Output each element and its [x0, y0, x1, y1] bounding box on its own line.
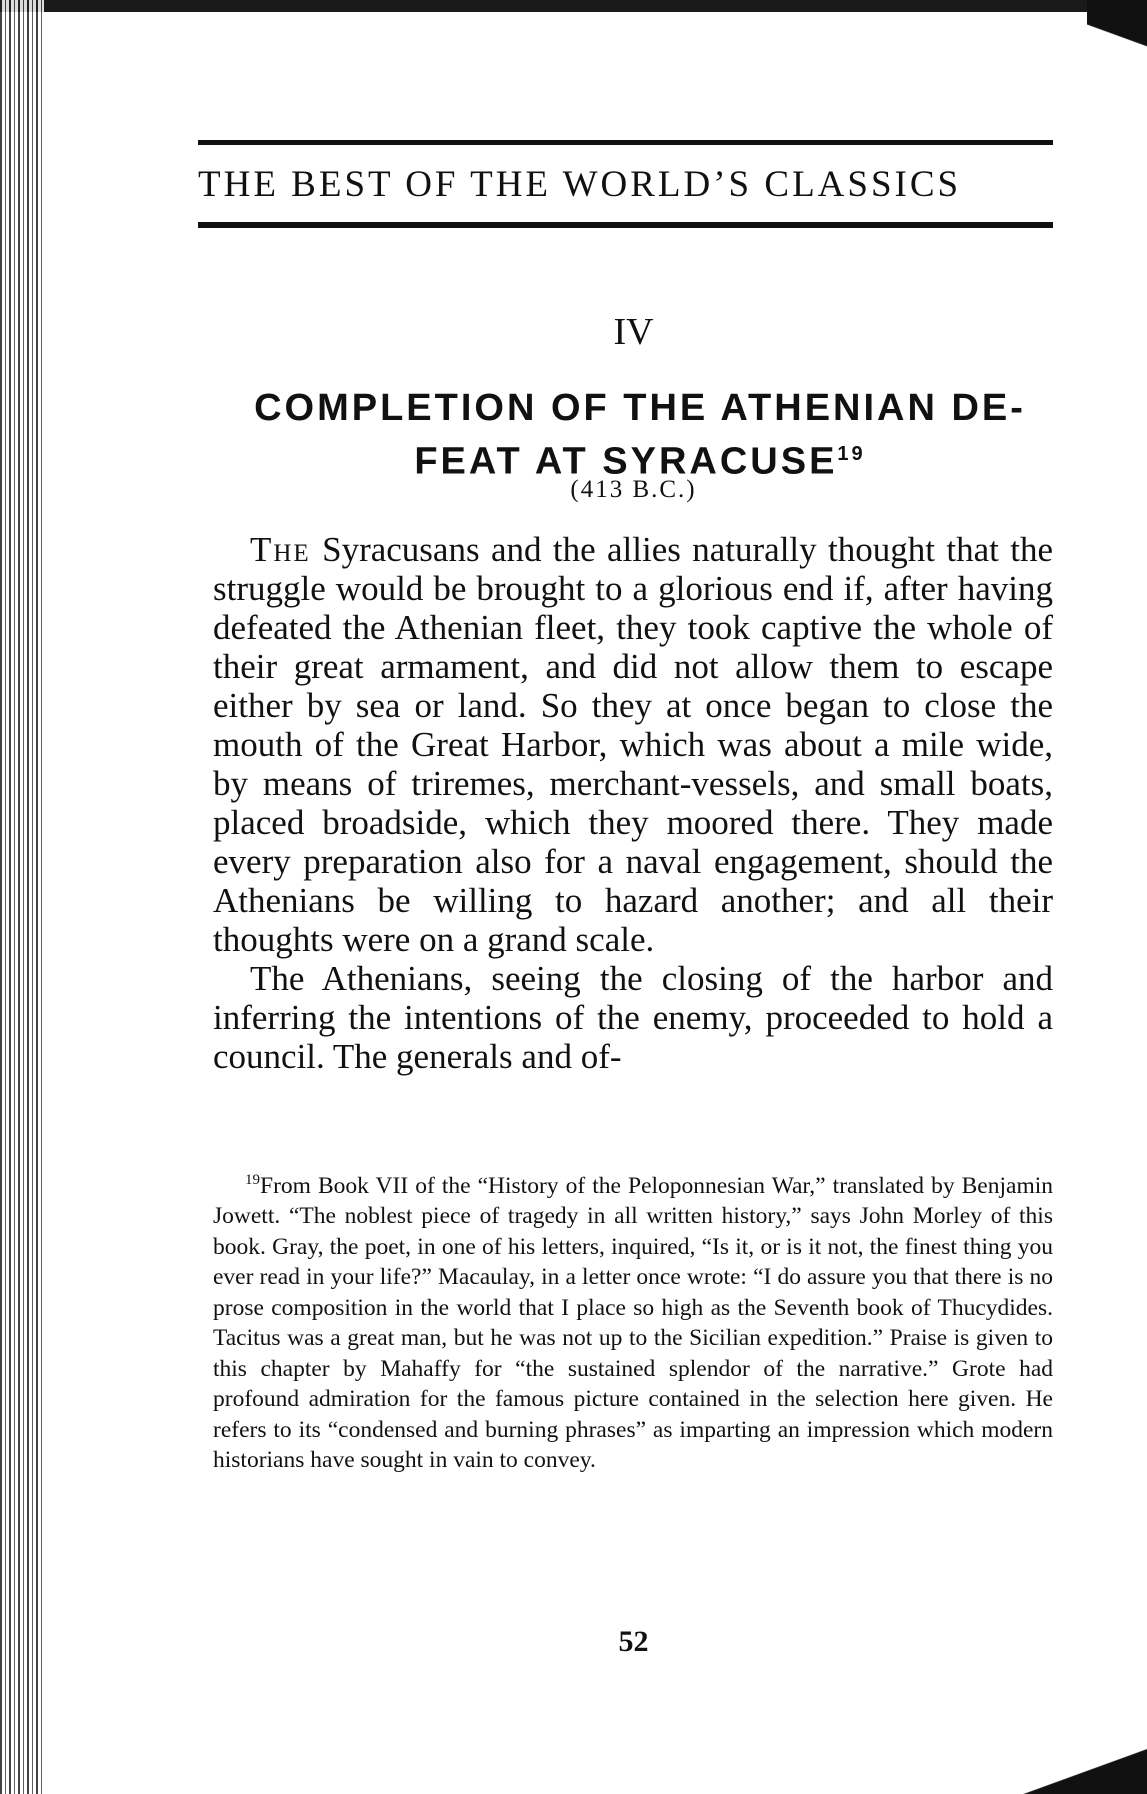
page-number: 52 [618, 1625, 649, 1658]
header-rule-top [198, 140, 1053, 145]
footnote [213, 1165, 1053, 1476]
book-binding-edge [0, 0, 44, 1794]
footnote-reference: 19 [837, 443, 866, 465]
header-rule-bottom [198, 222, 1053, 228]
body-text [213, 530, 1053, 1076]
footnote-text: From Book VII of the “History of the Peloponnesian War,” translated by Benjamin Jowett. “The noblest piece of tragedy in all written history,” says John Morley of this book. Gray, the poet, in one of his letters, inquired, “Is it, or is it not, the finest thing you ever read in your life?” Macaulay, in a letter once wrote: “I do assure you that there is no prose composition in the world that I place so high as the Seventh book of Thucydides. Tacitus was a great man, but he was not up to the Sicilian expedition.” Praise is given to this chapter by Mahaffy for “the sustained splendor of the narrative.” Grote had profound admiration for the famous picture contained in the selection here given. He refers to its “condensed and burning phrases” as imparting an impression which modern historians have sought in vain to convey. [213, 1172, 1053, 1474]
page-top-edge [0, 0, 1147, 12]
paragraph-1 [213, 530, 1053, 959]
paragraph-1-text: Syracusans and the allies naturally thought that the struggle would be brought to a glorious end if, after having defeated the Athenian fleet, they took captive the whole of their great armament, and did not allow them to escape either by sea or land. So they at once began to close the mouth of the Great Harbor, which was about a mile wide, by means of triremes, merchant-vessels, and small boats, placed broadside, which they moored there. They made every preparation also for a naval engagement, should the Athenians be willing to hazard another; and all their thoughts were on a grand scale. [213, 530, 1053, 959]
chapter-title-text: COMPLETION OF THE ATHENIAN DE-FEAT AT SYRACUSE [254, 387, 1026, 483]
chapter-title [215, 385, 1065, 485]
paragraph-lead-word: The [250, 530, 311, 569]
running-head: THE BEST OF THE WORLD’S CLASSICS [198, 164, 962, 205]
paragraph-2: The Athenians, seeing the closing of the harbor and inferring the intentions of the enemy, proceeded to hold a council. The generals and of- [213, 959, 1053, 1076]
footnote-marker: 19 [245, 1172, 260, 1188]
page-bottom-corner [1007, 1744, 1147, 1794]
chapter-number: IV [613, 311, 654, 353]
page-corner-shadow [1087, 0, 1147, 80]
chapter-date: (413 B.C.) [570, 476, 697, 503]
